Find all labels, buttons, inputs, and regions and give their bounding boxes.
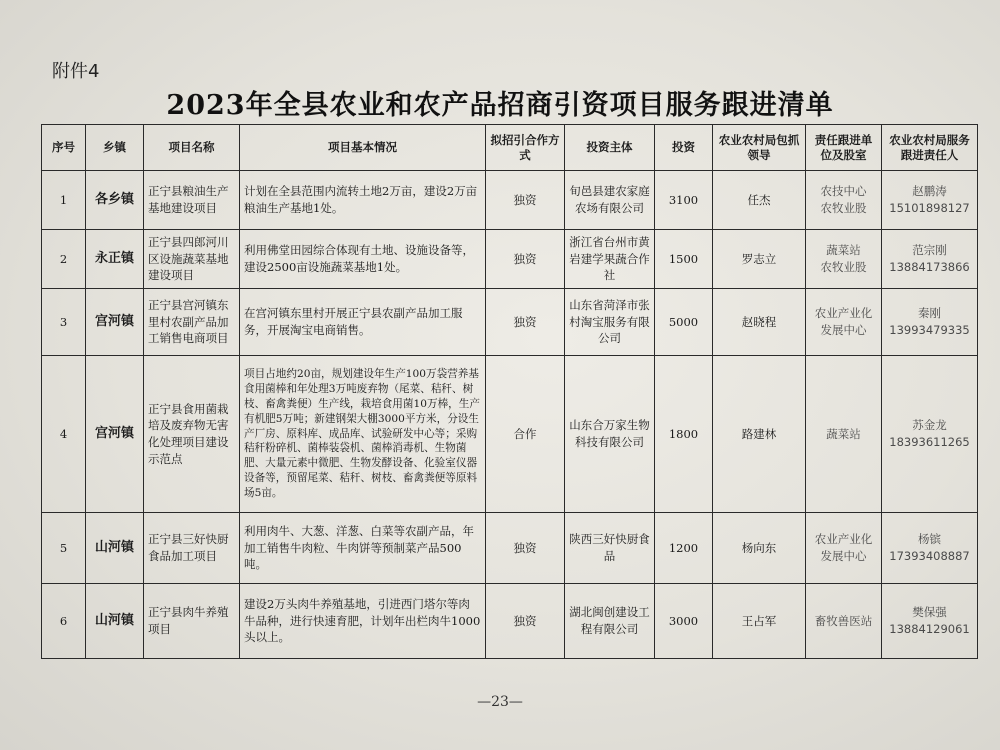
row-person-phone: 17393408887 bbox=[889, 549, 970, 563]
row-unit-line1: 农业产业化 bbox=[814, 306, 873, 321]
row-description: 利用佛堂田园综合体现有土地、设施设备等，建设2500亩设施蔬菜基地1处。 bbox=[240, 230, 486, 289]
row-town: 永正镇 bbox=[86, 230, 144, 289]
row-person-phone: 13993479335 bbox=[889, 323, 970, 337]
row-person-phone: 13884129061 bbox=[889, 622, 970, 636]
row-unit bbox=[806, 356, 882, 513]
row-person-name: 杨镔 bbox=[918, 532, 941, 547]
row-person-name: 樊保强 bbox=[912, 605, 947, 620]
row-person bbox=[882, 289, 978, 356]
row-investment: 1800 bbox=[655, 356, 713, 513]
row-person-name: 范宗刚 bbox=[912, 243, 947, 258]
row-investment: 1500 bbox=[655, 230, 713, 289]
row-unit bbox=[806, 230, 882, 289]
row-person-phone: 15101898127 bbox=[889, 201, 970, 215]
row-cooperation: 独资 bbox=[486, 289, 565, 356]
row-description: 项目占地约20亩，规划建设年生产100万袋营养基食用菌棒和年处理3万吨废弃物（尾菜、秸秆、树枝、畜禽粪便）生产线，栽培食用菌10万棒，生产有机肥5万吨；新建钢架大棚3000平方米，分设生产厂房、原料库、成品库、试验研发中心等；采购秸秆粉碎机、菌棒装袋机、菌棒消毒机、生物菌肥、大量元素中微肥、生物发酵设备、化验室仪器设备等，预留尾菜、秸秆、树枝、畜禽粪便等原料场5亩。 bbox=[240, 356, 486, 513]
header-leader: 农业农村局包抓领导 bbox=[713, 125, 806, 171]
row-no: 6 bbox=[42, 584, 86, 659]
row-unit-line1: 农业产业化 bbox=[814, 532, 873, 547]
row-description: 在宫河镇东里村开展正宁县农副产品加工服务，开展淘宝电商销售。 bbox=[240, 289, 486, 356]
table-row bbox=[42, 584, 978, 659]
row-no: 1 bbox=[42, 171, 86, 230]
row-cooperation: 独资 bbox=[486, 584, 565, 659]
row-person-name: 苏金龙 bbox=[912, 418, 947, 433]
row-investment: 3100 bbox=[655, 171, 713, 230]
header-town: 乡镇 bbox=[86, 125, 144, 171]
row-no: 5 bbox=[42, 513, 86, 584]
row-project-name: 正宁县食用菌栽培及废弃物无害化处理项目建设示范点 bbox=[144, 356, 240, 513]
row-person bbox=[882, 513, 978, 584]
row-description: 利用肉牛、大葱、洋葱、白菜等农副产品，年加工销售牛肉粒、牛肉饼等预制菜产品500吨。 bbox=[240, 513, 486, 584]
row-person-name: 赵鹏涛 bbox=[912, 184, 947, 199]
row-investor: 山东省菏泽市张村淘宝服务有限公司 bbox=[565, 289, 655, 356]
row-investment: 3000 bbox=[655, 584, 713, 659]
header-project-name: 项目名称 bbox=[144, 125, 240, 171]
row-project-name: 正宁县三好快厨食品加工项目 bbox=[144, 513, 240, 584]
header-description: 项目基本情况 bbox=[240, 125, 486, 171]
attachment-label: 附件4 bbox=[52, 61, 100, 82]
row-cooperation: 独资 bbox=[486, 171, 565, 230]
row-unit-line2: 发展中心 bbox=[820, 549, 867, 563]
table-row bbox=[42, 171, 978, 230]
row-person-phone: 13884173866 bbox=[889, 260, 970, 274]
row-leader: 赵晓程 bbox=[713, 289, 806, 356]
row-project-name: 正宁县四郎河川区设施蔬菜基地建设项目 bbox=[144, 230, 240, 289]
row-leader: 杨向东 bbox=[713, 513, 806, 584]
row-person bbox=[882, 584, 978, 659]
row-person bbox=[882, 171, 978, 230]
header-investor: 投资主体 bbox=[565, 125, 655, 171]
row-leader: 路建林 bbox=[713, 356, 806, 513]
row-project-name: 正宁县肉牛养殖项目 bbox=[144, 584, 240, 659]
table-header-row bbox=[42, 125, 978, 171]
row-unit-line1: 蔬菜站 bbox=[826, 426, 861, 441]
row-description: 建设2万头肉牛养殖基地，引进西门塔尔等肉牛品种，进行快速育肥，计划年出栏肉牛1000头以上。 bbox=[240, 584, 486, 659]
header-cooperation: 拟招引合作方式 bbox=[486, 125, 565, 171]
row-cooperation: 合作 bbox=[486, 356, 565, 513]
row-investment: 5000 bbox=[655, 289, 713, 356]
page-number: —23— bbox=[477, 694, 523, 710]
row-person-name: 秦刚 bbox=[918, 306, 941, 321]
document-title: 2023年全县农业和农产品招商引资项目服务跟进清单 bbox=[166, 90, 834, 121]
row-unit-line1: 畜牧兽医站 bbox=[814, 613, 873, 628]
header-investment: 投资 bbox=[655, 125, 713, 171]
table-row bbox=[42, 513, 978, 584]
row-leader: 任杰 bbox=[713, 171, 806, 230]
row-unit-line1: 农技中心 bbox=[820, 184, 867, 199]
row-town: 山河镇 bbox=[86, 584, 144, 659]
row-no: 3 bbox=[42, 289, 86, 356]
row-no: 4 bbox=[42, 356, 86, 513]
row-unit-line1: 蔬菜站 bbox=[826, 243, 861, 258]
row-cooperation: 独资 bbox=[486, 513, 565, 584]
row-investor: 湖北闽创建设工程有限公司 bbox=[565, 584, 655, 659]
table-row bbox=[42, 356, 978, 513]
row-town: 山河镇 bbox=[86, 513, 144, 584]
project-table bbox=[41, 124, 978, 659]
table-row bbox=[42, 289, 978, 356]
row-unit-line2: 农牧业股 bbox=[820, 201, 867, 215]
row-unit-line2: 农牧业股 bbox=[820, 260, 867, 274]
row-investor: 旬邑县建农家庭农场有限公司 bbox=[565, 171, 655, 230]
header-unit: 责任跟进单位及股室 bbox=[806, 125, 882, 171]
row-person-phone: 18393611265 bbox=[889, 435, 970, 449]
row-town: 宫河镇 bbox=[86, 289, 144, 356]
row-no: 2 bbox=[42, 230, 86, 289]
row-description: 计划在全县范围内流转土地2万亩，建设2万亩粮油生产基地1处。 bbox=[240, 171, 486, 230]
row-unit bbox=[806, 171, 882, 230]
row-unit bbox=[806, 289, 882, 356]
row-investor: 山东合万家生物科技有限公司 bbox=[565, 356, 655, 513]
row-project-name: 正宁县宫河镇东里村农副产品加工销售电商项目 bbox=[144, 289, 240, 356]
header-no: 序号 bbox=[42, 125, 86, 171]
row-person bbox=[882, 356, 978, 513]
header-person: 农业农村局服务跟进责任人 bbox=[882, 125, 978, 171]
row-unit bbox=[806, 584, 882, 659]
table-row bbox=[42, 230, 978, 289]
row-project-name: 正宁县粮油生产基地建设项目 bbox=[144, 171, 240, 230]
row-investment: 1200 bbox=[655, 513, 713, 584]
row-person bbox=[882, 230, 978, 289]
row-leader: 罗志立 bbox=[713, 230, 806, 289]
row-investor: 陕西三好快厨食品 bbox=[565, 513, 655, 584]
row-town: 各乡镇 bbox=[86, 171, 144, 230]
row-unit-line2: 发展中心 bbox=[820, 323, 867, 337]
row-leader: 王占军 bbox=[713, 584, 806, 659]
row-unit bbox=[806, 513, 882, 584]
row-investor: 浙江省台州市黄岩建学果蔬合作社 bbox=[565, 230, 655, 289]
row-town: 宫河镇 bbox=[86, 356, 144, 513]
row-cooperation: 独资 bbox=[486, 230, 565, 289]
